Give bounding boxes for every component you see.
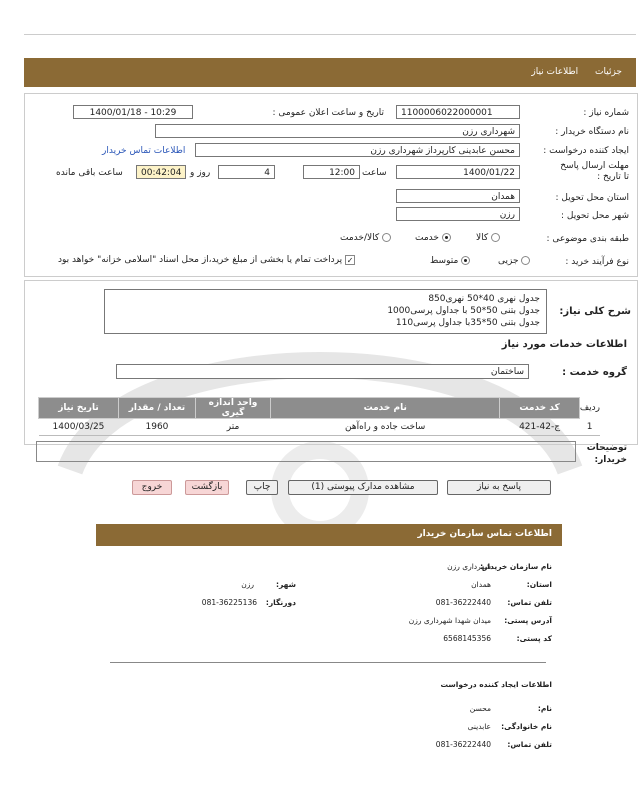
deadline-label: مهلت ارسال پاسخ تا تاریخ : — [560, 161, 629, 182]
reply-button[interactable]: پاسخ به نیاز — [447, 480, 551, 495]
need-info-link[interactable]: اطلاعات نیاز — [531, 67, 579, 77]
top-divider — [24, 34, 636, 35]
province-label: استان محل تحویل : — [555, 193, 629, 203]
col-header-row-num: ردیف — [579, 398, 600, 419]
cell-unit: متر — [195, 419, 270, 436]
back-button[interactable]: بازگشت — [185, 480, 229, 495]
category-option-goods[interactable]: کالا — [476, 232, 500, 244]
days-label: روز و — [190, 168, 211, 178]
buyer-notes-box — [36, 441, 576, 462]
first-name-label: نام: — [537, 704, 552, 713]
category-option-service[interactable]: خدمت — [415, 232, 451, 244]
cell-code: ج-42-421 — [500, 419, 580, 436]
fax-value: 081-36225136 — [201, 598, 257, 607]
province-field: همدان — [396, 189, 520, 203]
cell-name: ساخت جاده و راه‌آهن — [271, 419, 500, 436]
province-label-contact: استان: — [526, 580, 552, 589]
details-link[interactable]: جزئیات — [595, 67, 622, 77]
first-name-value: محسن — [469, 704, 491, 713]
services-table — [38, 397, 600, 436]
category-service-radio[interactable] — [442, 233, 451, 242]
cell-row-num: 1 — [579, 419, 600, 436]
col-header-date: تاریخ نیاز — [39, 398, 119, 419]
process-medium-radio[interactable] — [461, 256, 470, 265]
category-goods-radio[interactable] — [491, 233, 500, 242]
col-header-code: کد خدمت — [500, 398, 580, 419]
category-option-both[interactable]: کالا/خدمت — [340, 232, 391, 244]
summary-line: جدول بتنی 50*35با جداول پرسی110 — [395, 318, 540, 328]
contact-divider — [110, 662, 546, 663]
services-title: اطلاعات خدمات مورد نیاز — [501, 339, 627, 350]
exit-button[interactable]: خروج — [132, 480, 172, 495]
last-name-value: عابدینی — [467, 722, 491, 731]
city-label-contact: شهر: — [276, 580, 296, 589]
creator-phone-label: تلفن تماس: — [507, 740, 552, 749]
remaining-time-field: 00:42:04 — [136, 165, 186, 179]
cell-qty: 1960 — [118, 419, 195, 436]
buyer-notes-label: توضیحات خریدار: — [586, 443, 627, 465]
process-partial-radio[interactable] — [521, 256, 530, 265]
col-header-qty: تعداد / مقدار — [118, 398, 195, 419]
city-label: شهر محل تحویل : — [560, 211, 629, 221]
summary-line: جدول بتنی 50*50 با جداول پرسی1000 — [387, 306, 540, 316]
buyer-org-label: نام دستگاه خریدار : — [555, 127, 629, 137]
address-value: میدان شهدا شهرداری رزن — [408, 616, 491, 625]
org-name-label: نام سازمان خریدار: — [480, 562, 552, 571]
city-value-contact: رزن — [241, 580, 254, 589]
fax-label: دورنگار: — [265, 598, 296, 607]
cell-date: 1400/03/25 — [39, 419, 119, 436]
process-option-partial[interactable]: جزیی — [498, 255, 530, 267]
province-value-contact: همدان — [471, 580, 491, 589]
creator-phone-value: 081-36222440 — [435, 740, 491, 749]
category-label: طبقه بندی موضوعی : — [546, 234, 629, 244]
contact-title: اطلاعات تماس سازمان خریدار — [417, 529, 552, 539]
buyer-org-field: شهرداری رزن — [155, 124, 520, 138]
contact-header — [96, 524, 562, 546]
category-both-radio[interactable] — [382, 233, 391, 242]
time-label: ساعت — [362, 168, 387, 178]
buyer-contact-link[interactable]: اطلاعات تماس خریدار — [102, 146, 186, 156]
payment-note: ✓ پرداخت تمام یا بخشی از مبلغ خرید،از محل اسناد "اسلامی خزانه" خواهد بود — [58, 255, 354, 265]
process-option-medium[interactable]: متوسط — [430, 255, 470, 267]
need-number-field: 1100006022000001 — [396, 105, 520, 119]
summary-line: جدول نهری 40*50 نهری850 — [428, 294, 540, 304]
payment-checkbox[interactable]: ✓ — [346, 255, 354, 265]
process-label: نوع فرآیند خرید : — [565, 257, 629, 267]
header-bar — [24, 58, 636, 87]
postal-label: کد پستی: — [516, 634, 552, 643]
org-name-value: شهرداری رزن — [447, 562, 491, 571]
days-field: 4 — [218, 165, 275, 179]
last-name-label: نام خانوادگی: — [501, 722, 552, 731]
creator-label: ایجاد کننده درخواست : — [543, 146, 629, 156]
deadline-date-field: 1400/01/22 — [396, 165, 520, 179]
need-info-panel — [24, 93, 638, 277]
address-label: آدرس پستی: — [504, 616, 552, 625]
announce-label: تاریخ و ساعت اعلان عمومی : — [272, 108, 384, 118]
phone-value: 081-36222440 — [435, 598, 491, 607]
phone-label: تلفن تماس: — [507, 598, 552, 607]
creator-section-title: اطلاعات ایجاد کننده درخواست — [440, 680, 552, 689]
deadline-time-field: 12:00 — [303, 165, 360, 179]
service-group-field: ساختمان — [116, 364, 529, 379]
print-button[interactable]: چاپ — [246, 480, 278, 495]
col-header-unit: واحد اندازه گیری — [195, 398, 270, 419]
need-number-label: شماره نیاز : — [583, 108, 629, 118]
summary-label: شرح کلی نیاز: — [559, 306, 631, 317]
announce-field: 1400/01/18 - 10:29 — [73, 105, 193, 119]
remaining-label: ساعت باقی مانده — [56, 168, 123, 178]
table-header-row — [39, 398, 601, 419]
attachments-button[interactable]: مشاهده مدارک پیوستی (1) — [288, 480, 438, 495]
summary-box — [104, 289, 547, 334]
postal-value: 6568145356 — [443, 634, 491, 643]
table-row — [39, 419, 601, 436]
creator-field: محسن عابدینی کارپرداز شهرداری رزن — [195, 143, 520, 157]
city-field: رزن — [396, 207, 520, 221]
header-links — [517, 67, 622, 77]
service-group-label: گروه خدمت : — [562, 367, 627, 378]
col-header-name: نام خدمت — [271, 398, 500, 419]
